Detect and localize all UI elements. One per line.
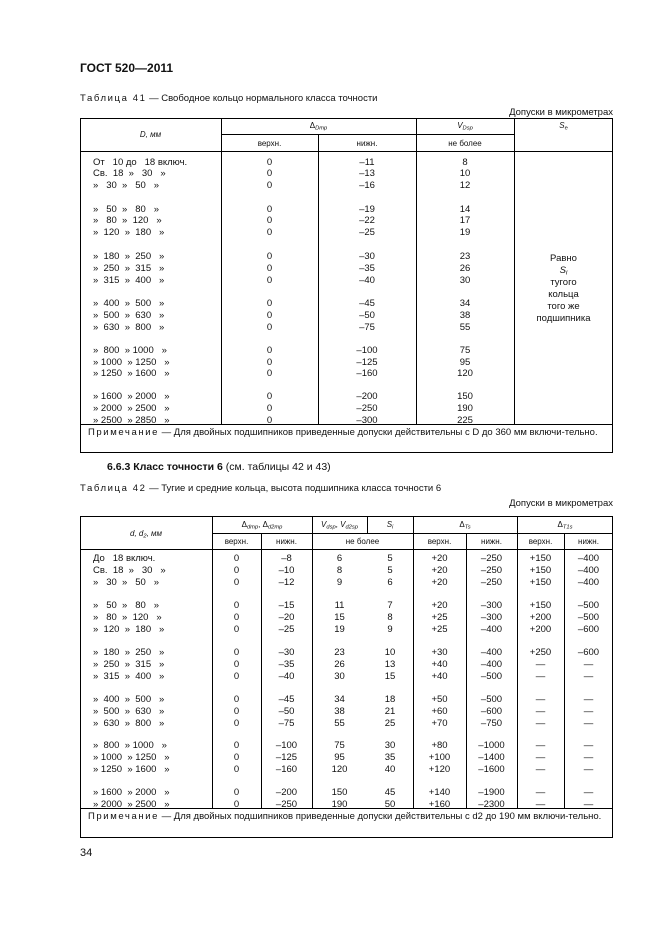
table41-row-lower: –13 <box>359 168 375 179</box>
table42-cell-t1l: –400 <box>577 565 600 576</box>
table42-cell-tl: –400 <box>480 659 503 670</box>
table42-note-label: Примечание <box>88 811 159 822</box>
table41-row-v: 26 <box>459 263 471 274</box>
table41-row-dim: » 2500 » 2850 » <box>93 415 170 426</box>
table42-cell-v: 30 <box>334 671 345 682</box>
table41-row-upper: 0 <box>266 168 273 179</box>
table41-row-upper: 0 <box>266 251 273 262</box>
table42-cell-a: 0 <box>233 740 240 751</box>
table42-cell-v: 26 <box>334 659 345 670</box>
table41-head-delta: $\Delta_{Dmp}$ <box>309 121 328 132</box>
table41-row-lower: –30 <box>359 251 375 262</box>
table42-cell-v: 55 <box>334 718 345 729</box>
table41-row-v: 19 <box>459 227 471 238</box>
table42-cell-tu: +40 <box>431 671 448 682</box>
table42-row-dim: » 2000 » 2500 » <box>93 799 170 810</box>
table42-cell-tl: –600 <box>480 706 503 717</box>
table41-row-upper: 0 <box>266 322 273 333</box>
table42-cell-b: –20 <box>278 612 295 623</box>
table42-cell-t1l: –400 <box>577 577 600 588</box>
table42-cell-t1u: — <box>535 787 546 798</box>
table42-row-dim: » 1600 » 2000 » <box>93 787 170 798</box>
table42-head-upper: верхн. <box>427 537 452 546</box>
table42-cell-tu: +20 <box>431 565 448 576</box>
table42-cell-tu: +25 <box>431 612 448 623</box>
table42-cell-t1u: +200 <box>529 624 552 635</box>
table42-cell-s: 30 <box>384 740 396 751</box>
table42-head-delta: $\Delta_{dmp}$, $\Delta_{d2mp}$ <box>241 520 283 531</box>
table42-cell-v: 9 <box>336 577 343 588</box>
table42-row-dim: » 80 » 120 » <box>93 612 162 623</box>
standard-header: ГОСТ 520—2011 <box>80 61 174 75</box>
table42-cell-a: 0 <box>233 799 240 810</box>
table41-row-v: 225 <box>457 415 473 426</box>
table41-row-lower: –22 <box>359 215 375 226</box>
table42-head-upper: верхн. <box>528 537 553 546</box>
table42-head-upper: верхн. <box>224 537 249 546</box>
table42-head-si: $S_i$ <box>386 520 394 531</box>
table42-cell-t1u: — <box>535 694 546 705</box>
table42-cell-t1u: +150 <box>529 600 552 611</box>
table41-row-lower: –45 <box>359 298 375 309</box>
table41-row-v: 23 <box>459 251 471 262</box>
table42-cell-b: –200 <box>275 787 298 798</box>
table42-cell-v: 15 <box>334 612 345 623</box>
table41-row-dim: » 1600 » 2000 » <box>93 391 170 402</box>
table41-row-dim: Св. 18 » 30 » <box>93 168 166 179</box>
table42-cell-tu: +80 <box>431 740 448 751</box>
table42-cell-t1l: –500 <box>577 612 600 623</box>
table42-cell-b: –75 <box>278 718 295 729</box>
table41-row-lower: –75 <box>359 322 375 333</box>
table42-cell-b: –30 <box>278 647 295 658</box>
table41-row-v: 12 <box>459 180 471 191</box>
table41-row-upper: 0 <box>266 345 273 356</box>
table42-cell-tl: –300 <box>480 600 503 611</box>
table42-cell-b: –35 <box>278 659 295 670</box>
table41-row-lower: –16 <box>359 180 375 191</box>
table42-cell-v: 75 <box>334 740 345 751</box>
table42-cell-t1l: — <box>583 718 594 729</box>
se-line: тугого <box>550 277 577 288</box>
table42-cell-a: 0 <box>233 600 240 611</box>
table42-row-dim: » 800 » 1000 » <box>93 740 167 751</box>
table42-note-text: — Для двойных подшипников приведенные допуски действительны с d2 до 190 мм включи-тельно. <box>159 811 602 822</box>
table42-cell-tu: +120 <box>428 764 451 775</box>
table42-cell-s: 9 <box>387 624 393 635</box>
rule <box>80 151 613 152</box>
table41-row-v: 95 <box>459 357 471 368</box>
table42-row-dim: Св. 18 » 30 » <box>93 565 166 576</box>
table41-units: Допуски в микрометрах <box>509 107 613 118</box>
table41-row-dim: » 50 » 80 » <box>93 204 160 215</box>
table42-cell-t1l: — <box>583 659 594 670</box>
table41-row-upper: 0 <box>266 180 273 191</box>
table42-head-no_more: не более <box>345 537 380 546</box>
table41-row-upper: 0 <box>266 157 273 168</box>
table42-cell-a: 0 <box>233 718 240 729</box>
table42-cell-t1u: +150 <box>529 565 552 576</box>
table42-cell-tl: –500 <box>480 671 503 682</box>
table42-cell-tl: –400 <box>480 647 503 658</box>
section-ref: (см. таблицы 42 и 43) <box>222 461 331 473</box>
table41-se-text <box>514 253 613 325</box>
table42-units: Допуски в микрометрах <box>509 498 613 509</box>
table42-cell-a: 0 <box>233 565 240 576</box>
table42-cell-a: 0 <box>233 752 240 763</box>
table42-cell-a: 0 <box>233 694 240 705</box>
table42-row-dim: » 30 » 50 » <box>93 577 160 588</box>
table42-cell-tl: –1600 <box>478 764 505 775</box>
table42-cell-s: 40 <box>384 764 396 775</box>
table42-cell-tu: +100 <box>428 752 451 763</box>
table41-head-upper: верхн. <box>257 139 282 148</box>
table42-cell-tl: –2300 <box>478 799 505 810</box>
table41-row-dim: » 180 » 250 » <box>93 251 165 262</box>
table42-cell-t1l: — <box>583 764 594 775</box>
table41-row-lower: –40 <box>359 275 375 286</box>
table42-cell-b: –8 <box>281 553 292 564</box>
table41-row-upper: 0 <box>266 298 273 309</box>
table42-row-dim: » 630 » 800 » <box>93 718 165 729</box>
table42-cell-tu: +20 <box>431 600 448 611</box>
table41-row-lower: –300 <box>356 415 378 426</box>
table41-row-lower: –125 <box>356 357 378 368</box>
table42-head-d: d, $d_2$, мм <box>130 529 162 540</box>
table41-head-v: $V_{Dsp}$ <box>457 121 473 132</box>
table41-row-dim: » 1250 » 1600 » <box>93 368 170 379</box>
table41-row-lower: –250 <box>356 403 378 414</box>
table42-cell-tl: –1400 <box>478 752 505 763</box>
table42-cell-t1u: — <box>535 718 546 729</box>
table41-row-dim: » 80 » 120 » <box>93 215 162 226</box>
table41-row-dim: » 315 » 400 » <box>93 275 165 286</box>
table41-row-dim: » 1000 » 1250 » <box>93 357 170 368</box>
table41-row-upper: 0 <box>266 204 273 215</box>
table42-cell-a: 0 <box>233 671 240 682</box>
table42-cell-s: 5 <box>387 553 393 564</box>
table42-head-t1s: $\Delta_{T1s}$ <box>557 520 573 531</box>
table42-cell-a: 0 <box>233 764 240 775</box>
table41-row-upper: 0 <box>266 215 273 226</box>
table41-head-nomore: не более <box>448 139 482 148</box>
table42-cell-v: 6 <box>336 553 343 564</box>
table41-row-lower: –100 <box>356 345 378 356</box>
table42-cell-a: 0 <box>233 659 240 670</box>
table42-cell-t1l: — <box>583 799 594 810</box>
table42-cell-s: 10 <box>384 647 396 658</box>
table42-cell-tl: –500 <box>480 694 503 705</box>
table41-row-v: 190 <box>457 403 473 414</box>
table42-cell-v: 38 <box>334 706 345 717</box>
table42-cell-t1l: –400 <box>577 553 600 564</box>
table42-cell-b: –12 <box>278 577 295 588</box>
table41-row-dim: » 30 » 50 » <box>93 180 160 191</box>
table41-row-lower: –11 <box>359 157 375 168</box>
table42-cell-tu: +140 <box>428 787 451 798</box>
table42-cell-t1u: +150 <box>529 553 552 564</box>
table42-row-dim: » 50 » 80 » <box>93 600 160 611</box>
table42-cell-a: 0 <box>233 612 240 623</box>
table42-cell-t1u: +200 <box>529 612 552 623</box>
table42-cell-b: –100 <box>275 740 298 751</box>
table42-cell-t1l: –600 <box>577 624 600 635</box>
table41-caption-label: Таблица 41 <box>80 93 147 104</box>
table41-row-upper: 0 <box>266 310 273 321</box>
table42-cell-tl: –1000 <box>478 740 505 751</box>
table42-cell-s: 5 <box>387 565 393 576</box>
table42-cell-v: 11 <box>334 600 345 611</box>
se-line: $S_i$ <box>559 265 568 277</box>
table42-cell-tu: +20 <box>431 553 448 564</box>
table42-cell-tu: +50 <box>431 694 448 705</box>
table42-caption-label: Таблица 42 <box>80 483 147 494</box>
table41-row-dim: » 400 » 500 » <box>93 298 165 309</box>
table41-row-upper: 0 <box>266 391 273 402</box>
section-title: Класс точности 6 <box>133 461 223 473</box>
table42-row-dim: » 120 » 180 » <box>93 624 165 635</box>
table42-cell-t1l: — <box>583 787 594 798</box>
table42-row-dim: » 180 » 250 » <box>93 647 165 658</box>
rule <box>221 134 514 135</box>
table41-row-v: 8 <box>462 157 468 168</box>
table42-cell-v: 19 <box>334 624 345 635</box>
table41-row-v: 55 <box>459 322 471 333</box>
table42-row-dim: » 250 » 315 » <box>93 659 165 670</box>
table42-row-dim: » 315 » 400 » <box>93 671 165 682</box>
table41-row-lower: –50 <box>359 310 375 321</box>
table42-cell-t1u: — <box>535 659 546 670</box>
table42-cell-tu: +60 <box>431 706 448 717</box>
table41-caption <box>80 93 377 104</box>
table41-row-upper: 0 <box>266 275 273 286</box>
table42-cell-s: 6 <box>387 577 393 588</box>
table42-cell-tl: –300 <box>480 612 503 623</box>
table42-cell-t1u: — <box>535 671 546 682</box>
table42-cell-v: 95 <box>334 752 345 763</box>
table42-cell-tu: +160 <box>428 799 451 810</box>
section-heading <box>107 461 331 473</box>
table42-cell-tl: –250 <box>480 553 503 564</box>
table42-cell-t1u: — <box>535 752 546 763</box>
table42-cell-v: 150 <box>331 787 348 798</box>
table41-head-lower: нижн. <box>356 139 378 148</box>
table41-note-text: — Для двойных подшипников приведенные допуски действительны с D до 360 мм включи-тельно. <box>159 427 598 438</box>
table41-row-v: 120 <box>457 368 473 379</box>
table42-cell-s: 21 <box>384 706 396 717</box>
table42-cell-t1l: –600 <box>577 647 600 658</box>
table41-row-dim: » 120 » 180 » <box>93 227 165 238</box>
table42-cell-a: 0 <box>233 787 240 798</box>
table41-note-label: Примечание <box>88 427 159 438</box>
table42-cell-v: 23 <box>334 647 345 658</box>
table42-cell-t1l: — <box>583 671 594 682</box>
rule <box>80 549 613 550</box>
table41-head-d: D, мм <box>139 130 162 139</box>
table42-caption <box>80 483 441 494</box>
table42-cell-tl: –250 <box>480 577 503 588</box>
table42-cell-s: 8 <box>387 612 393 623</box>
table41-row-upper: 0 <box>266 403 273 414</box>
table42-cell-tu: +30 <box>431 647 448 658</box>
table42-cell-a: 0 <box>233 624 240 635</box>
table42-cell-v: 8 <box>336 565 343 576</box>
table42-cell-a: 0 <box>233 706 240 717</box>
table41-row-v: 17 <box>459 215 471 226</box>
table41-row-dim: » 500 » 630 » <box>93 310 165 321</box>
table42-cell-tu: +25 <box>431 624 448 635</box>
table42-cell-b: –125 <box>275 752 298 763</box>
page-number: 34 <box>80 847 93 859</box>
table41-row-lower: –200 <box>356 391 378 402</box>
table42-row-dim: » 1250 » 1600 » <box>93 764 170 775</box>
table41-head-se: $S_e$ <box>559 121 568 132</box>
table42-cell-t1l: — <box>583 740 594 751</box>
table42-cell-s: 15 <box>384 671 396 682</box>
table42-cell-b: –10 <box>278 565 295 576</box>
table42-cell-a: 0 <box>233 577 240 588</box>
table41-note <box>88 427 608 439</box>
table42-caption-text: — Тугие и средние кольца, высота подшипника класса точности 6 <box>146 483 442 494</box>
table42-row-dim: » 500 » 630 » <box>93 706 165 717</box>
table41-row-dim: » 800 » 1000 » <box>93 345 167 356</box>
se-line: того же <box>547 301 580 312</box>
table41-row-lower: –160 <box>356 368 378 379</box>
table42-cell-v: 34 <box>334 694 345 705</box>
table42-cell-s: 7 <box>387 600 393 611</box>
table41-row-v: 150 <box>457 391 473 402</box>
table42-cell-t1u: — <box>535 740 546 751</box>
table41-row-lower: –35 <box>359 263 375 274</box>
table41-row-v: 38 <box>459 310 471 321</box>
table42-cell-s: 18 <box>384 694 396 705</box>
table41-row-v: 30 <box>459 275 471 286</box>
table41-caption-text: — Свободное кольцо нормального класса точности <box>146 93 378 104</box>
table42-cell-s: 25 <box>384 718 396 729</box>
table41-row-dim: » 630 » 800 » <box>93 322 165 333</box>
table42-row-dim: До 18 включ. <box>93 553 156 564</box>
table41-row-lower: –19 <box>359 204 375 215</box>
table42-cell-s: 35 <box>384 752 396 763</box>
table42-cell-a: 0 <box>233 647 240 658</box>
table42-cell-b: –15 <box>278 600 295 611</box>
table41-row-upper: 0 <box>266 227 273 238</box>
table42-cell-t1l: — <box>583 694 594 705</box>
table41-row-upper: 0 <box>266 368 273 379</box>
table42-cell-t1l: — <box>583 752 594 763</box>
table42-cell-t1u: — <box>535 706 546 717</box>
table42-row-dim: » 400 » 500 » <box>93 694 165 705</box>
table42-cell-v: 120 <box>331 764 348 775</box>
table42-cell-tl: –750 <box>480 718 503 729</box>
table41-row-upper: 0 <box>266 263 273 274</box>
se-line: подшипника <box>536 313 591 324</box>
table42-cell-t1u: +250 <box>529 647 552 658</box>
se-line: кольца <box>548 289 579 300</box>
table42-row-dim: » 1000 » 1250 » <box>93 752 170 763</box>
table41-row-lower: –25 <box>359 227 375 238</box>
table42-cell-b: –40 <box>278 671 295 682</box>
table42-cell-t1l: — <box>583 706 594 717</box>
table42-cell-tl: –1900 <box>478 787 505 798</box>
table42-cell-a: 0 <box>233 553 240 564</box>
table42-cell-tu: +20 <box>431 577 448 588</box>
table42-cell-b: –50 <box>278 706 295 717</box>
table42-cell-t1u: +150 <box>529 577 552 588</box>
table42-head-lower: нижн. <box>578 537 599 546</box>
table41-row-v: 10 <box>459 168 471 179</box>
table41-row-v: 75 <box>459 345 471 356</box>
table42-cell-s: 13 <box>384 659 396 670</box>
table41-row-v: 34 <box>459 298 471 309</box>
table42-cell-tu: +70 <box>431 718 448 729</box>
table42-cell-t1l: –500 <box>577 600 600 611</box>
table42-cell-b: –250 <box>275 799 298 810</box>
table41-row-dim: » 250 » 315 » <box>93 263 165 274</box>
table42-head-lower: нижн. <box>481 537 502 546</box>
table42-cell-tl: –250 <box>480 565 503 576</box>
table41-row-upper: 0 <box>266 415 273 426</box>
table42-cell-b: –160 <box>275 764 298 775</box>
se-line: Равно <box>550 253 577 264</box>
table42-cell-tu: +40 <box>431 659 448 670</box>
table42-cell-s: 45 <box>384 787 396 798</box>
table41-row-dim: От 10 до 18 включ. <box>93 157 188 168</box>
table42-cell-t1u: — <box>535 764 546 775</box>
table42-head-v: $V_{dsp}$, $V_{d2sp}$ <box>321 520 358 531</box>
section-number: 6.6.3 <box>107 461 131 473</box>
table41-row-upper: 0 <box>266 357 273 368</box>
table42-head-ts: $\Delta_{Ts}$ <box>459 520 471 531</box>
table42-cell-b: –45 <box>278 694 295 705</box>
table41-row-v: 14 <box>459 204 471 215</box>
table42-head-lower: нижн. <box>276 537 297 546</box>
table42-cell-tl: –400 <box>480 624 503 635</box>
table42-cell-s: 50 <box>384 799 396 810</box>
table42-cell-b: –25 <box>278 624 295 635</box>
table42-cell-t1u: — <box>535 799 546 810</box>
table41-row-dim: » 2000 » 2500 » <box>93 403 170 414</box>
table42-cell-v: 190 <box>331 799 348 810</box>
table42-note <box>88 811 608 823</box>
